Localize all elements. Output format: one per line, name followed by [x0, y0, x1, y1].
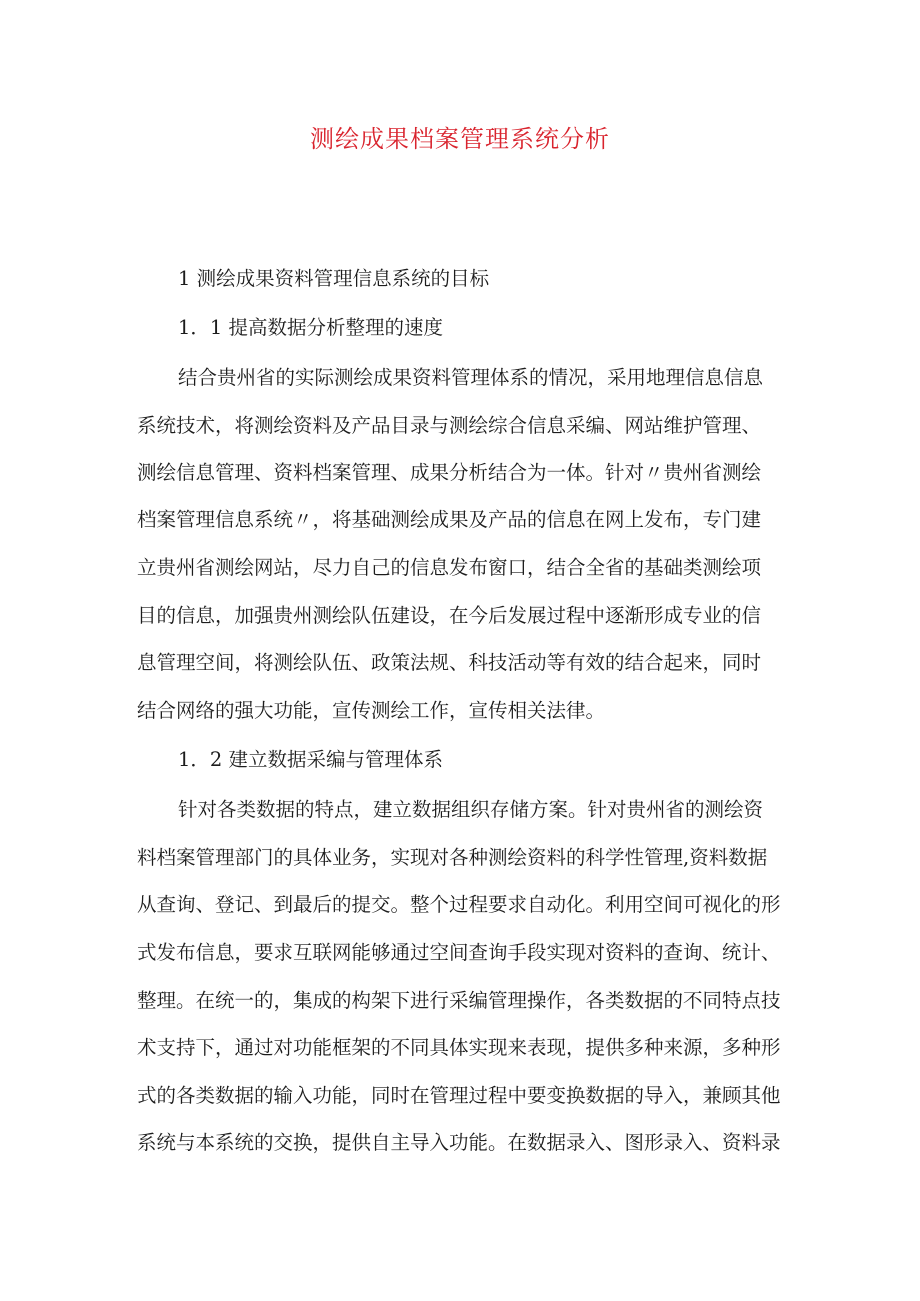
- paragraph-line: 料档案管理部门的具体业务，实现对各种测绘资料的科学性管理,资料数据: [137, 846, 768, 869]
- paragraph-line: 针对各类数据的特点，建立数据组织存储方案。针对贵州省的测绘资: [178, 798, 764, 821]
- subsection-heading-1-2: 1．2 建立数据采编与管理体系: [178, 748, 444, 771]
- paragraph-line: 式发布信息，要求互联网能够通过空间查询手段实现对资料的查询、统计、: [137, 941, 781, 964]
- paragraph-line: 目的信息，加强贵州测绘队伍建设，在今后发展过程中逐渐形成专业的信: [137, 604, 762, 627]
- paragraph-line: 结合网络的强大功能，宣传测绘工作，宣传相关法律。: [137, 699, 606, 722]
- paragraph-line: 测绘信息管理、资料档案管理、成果分析结合为一体。针对〃贵州省测绘: [137, 461, 762, 484]
- paragraph-line: 整理。在统一的，集成的构架下进行采编管理操作，各类数据的不同特点技: [137, 989, 781, 1012]
- document-title: 测绘成果档案管理系统分析: [310, 125, 610, 153]
- paragraph-line: 档案管理信息系统〃，将基础测绘成果及产品的信息在网上发布，专门建: [137, 508, 762, 531]
- paragraph-line: 系统与本系统的交换，提供自主导入功能。在数据录入、图形录入、资料录: [137, 1131, 781, 1154]
- subsection-heading-1-1: 1．1 提高数据分析整理的速度: [178, 316, 444, 339]
- paragraph-line: 从查询、登记、到最后的提交。整个过程要求自动化。利用空间可视化的形: [137, 893, 781, 916]
- paragraph-line: 系统技术，将测绘资料及产品目录与测绘综合信息采编、网站维护管理、: [137, 414, 762, 437]
- paragraph-line: 立贵州省测绘网站，尽力自己的信息发布窗口，结合全省的基础类测绘项: [137, 556, 762, 579]
- paragraph-line: 式的各类数据的输入功能，同时在管理过程中要变换数据的导入，兼顾其他: [137, 1084, 781, 1107]
- paragraph-line: 息管理空间，将测绘队伍、政策法规、科技活动等有效的结合起来，同时: [137, 651, 762, 674]
- section-heading-1: 1 测绘成果资料管理信息系统的目标: [178, 267, 490, 290]
- paragraph-line: 术支持下，通过对功能框架的不同具体实现来表现，提供多种来源，多种形: [137, 1036, 781, 1059]
- paragraph-line: 结合贵州省的实际测绘成果资料管理体系的情况，采用地理信息信息: [178, 366, 764, 389]
